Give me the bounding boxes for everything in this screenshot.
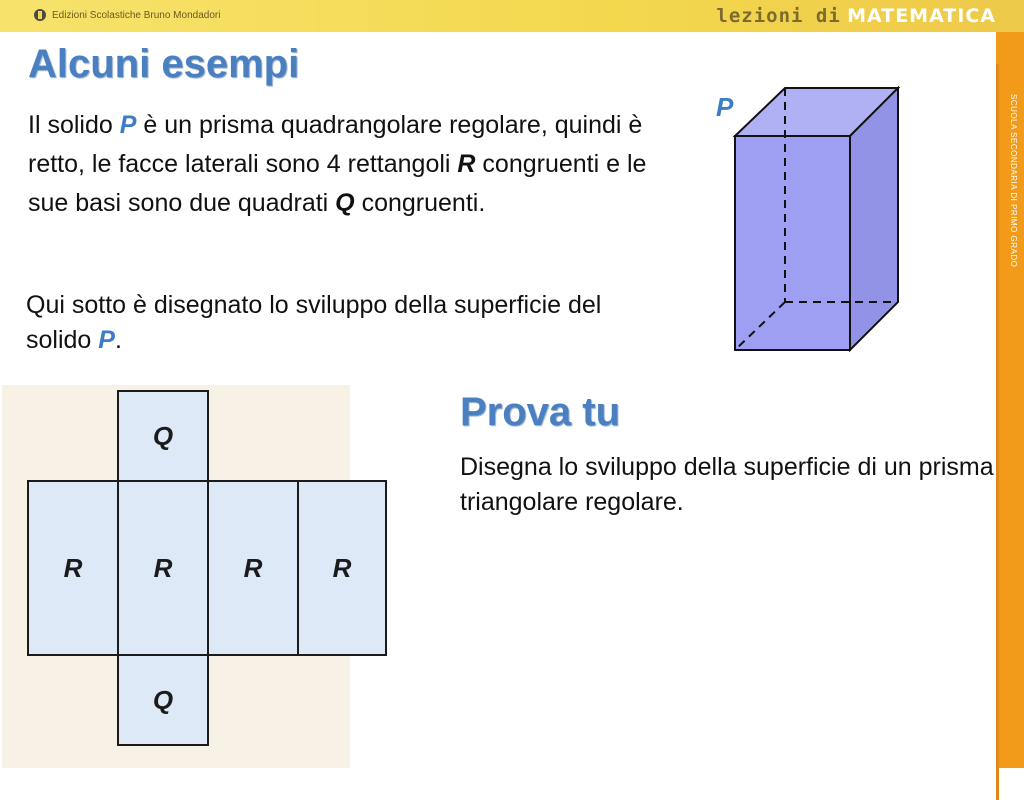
text: Il solido (28, 111, 120, 139)
square-q-label: Q (335, 188, 355, 217)
prism-label: P (716, 92, 734, 122)
prism-front-face (735, 136, 850, 350)
sidebar (996, 32, 1024, 768)
series-right: MATEMATICA (847, 5, 996, 27)
publisher-logo-icon (34, 9, 46, 21)
text: congruenti e le sue basi sono due quadrati (28, 149, 647, 217)
net-rect-4: R (297, 480, 387, 656)
rectangle-r-label: R (457, 149, 476, 178)
sidebar-rule (996, 64, 999, 800)
solid-p-label: P (119, 111, 137, 139)
solid-p-label: P (98, 326, 115, 354)
net-bottom-square: Q (117, 654, 209, 746)
series-left: lezioni di (716, 5, 841, 27)
net-rect-1: R (27, 480, 119, 656)
section-title: Prova tu (460, 390, 621, 434)
page-title: Alcuni esempi (28, 42, 300, 86)
net-top-square: Q (117, 390, 209, 482)
prism-figure (700, 80, 900, 360)
net-rect-2: R (117, 480, 209, 656)
publisher-mark (34, 9, 220, 21)
text: congruenti. (354, 188, 486, 217)
paragraph-net-intro (26, 288, 666, 358)
sidebar-label: SCUOLA SECONDARIA DI PRIMO GRADO (1009, 94, 1018, 268)
series-title (716, 5, 996, 28)
paragraph-description (28, 106, 668, 222)
net-rect-3: R (207, 480, 299, 656)
exercise-text: Disegna lo sviluppo della superficie di un prisma triangolare regolare. (460, 453, 994, 516)
publisher-name: Edizioni Scolastiche Bruno Mondadori (52, 9, 221, 21)
text: . (114, 326, 122, 354)
text: Qui sotto è disegnato lo sviluppo della superficie del solido (26, 291, 602, 354)
header-bar (0, 0, 1024, 32)
text: è un prisma quadrangolare regolare, quindi è retto, le facce laterali sono 4 rettangoli (28, 111, 643, 178)
